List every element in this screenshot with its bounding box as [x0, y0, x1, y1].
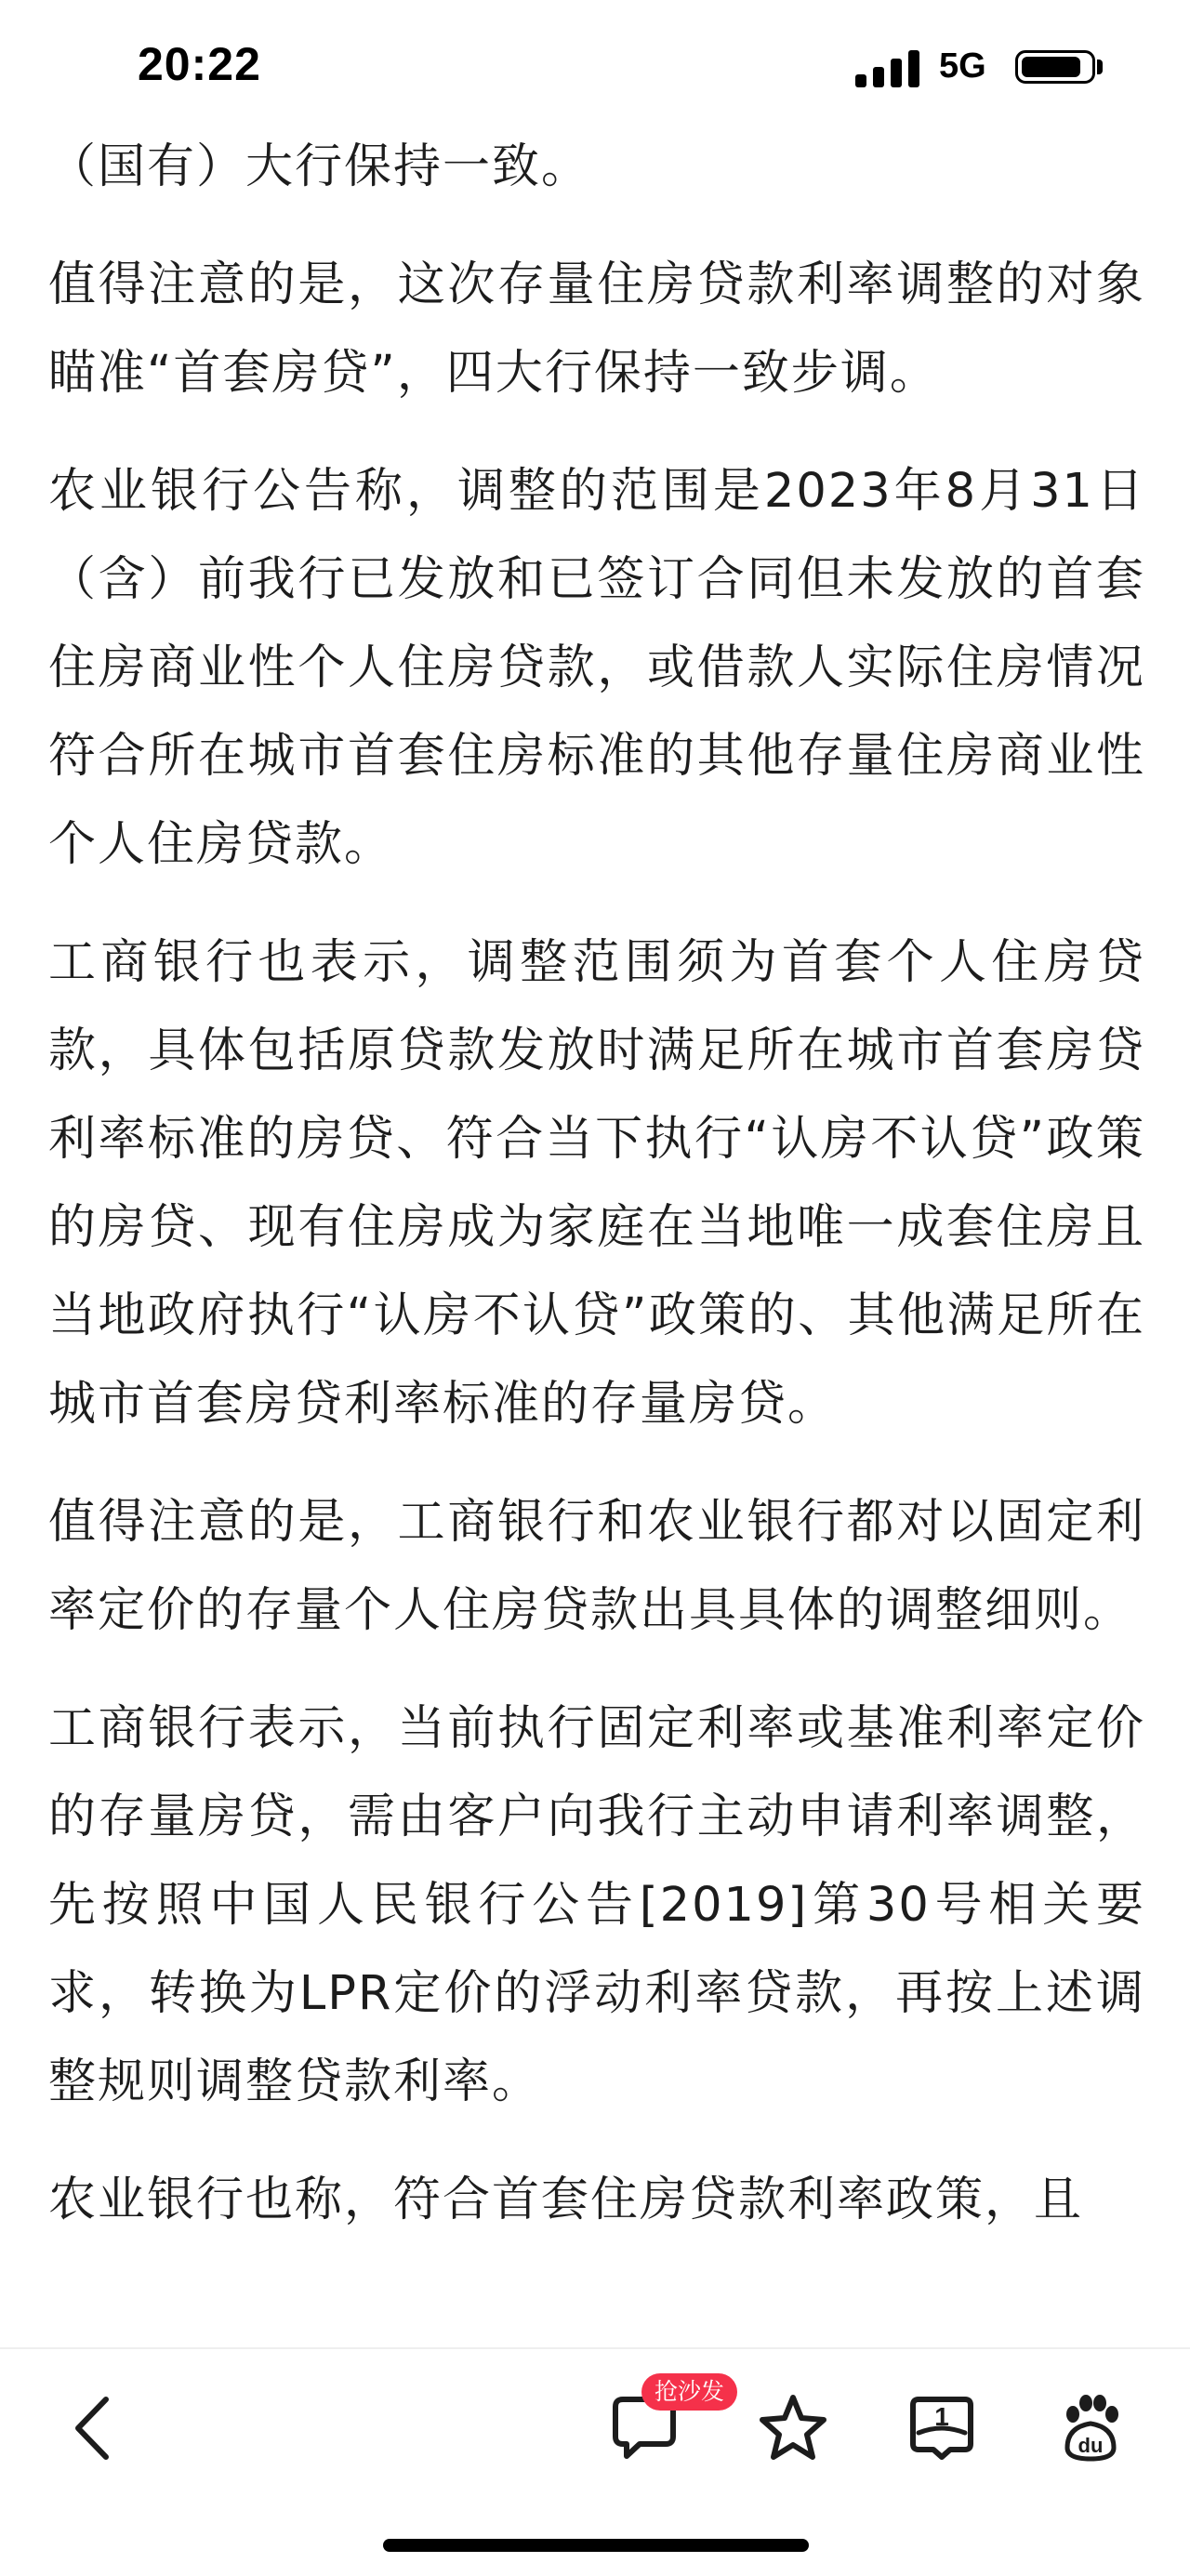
signal-icon [855, 48, 920, 87]
back-button[interactable] [54, 2386, 138, 2470]
reader-count: 1 [934, 2402, 949, 2431]
article-paragraph: 工商银行也表示，调整范围须为首套个人住房贷款，具体包括原贷款发放时满足所在城市首套房贷利率标准的房贷、符合当下执行“认房不认贷”政策的房贷、现有住房成为家庭在当地唯一成套住房且当地政府执行“认房不认贷”政策的、其他满足所在城市首套房贷利率标准的存量房贷。 [48, 935, 1145, 1432]
battery-icon [1015, 50, 1095, 84]
svg-text:du: du [1078, 2434, 1104, 2457]
article-paragraph: 农业银行公告称，调整的范围是2023年8月31日（含）前我行已发放和已签订合同但未发放的首套住房商业性个人住房贷款，或借款人实际住房情况符合所在城市首套住房标准的其他存量住房商业性个人住房贷款。 [48, 464, 1145, 872]
home-indicator[interactable] [383, 2539, 809, 2552]
article-paragraph: 工商银行表示，当前执行固定利率或基准利率定价的存量房贷，需由客户向我行主动申请利率调整，先按照中国人民银行公告[2019]第30号相关要求，转换为LPR定价的浮动利率贷款，再按上述调整规则调整贷款利率。 [48, 1701, 1145, 2109]
reader-button[interactable] [900, 2386, 984, 2470]
article-content [48, 139, 1145, 2274]
status-time: 20:22 [138, 38, 261, 90]
network-type: 5G [939, 46, 986, 86]
comment-badge[interactable]: 抢沙发 [641, 2373, 737, 2411]
baidu-button[interactable] [1049, 2386, 1132, 2470]
battery-fill [1022, 57, 1080, 77]
bottom-toolbar [0, 2347, 1190, 2576]
article-body [0, 139, 1190, 2352]
baidu-icon [1049, 2386, 1132, 2470]
article-paragraph: 农业银行也称，符合首套住房贷款利率政策，且 [48, 2173, 1084, 2227]
reader-icon [900, 2386, 984, 2470]
article-paragraph: 值得注意的是，这次存量住房贷款利率调整的对象瞄准“首套房贷”，四大行保持一致步调。 [48, 258, 1145, 401]
article-paragraph: 值得注意的是，工商银行和农业银行都对以固定利率定价的存量个人住房贷款出具具体的调整细则。 [48, 1495, 1145, 1638]
article-paragraph: （国有）大行保持一致。 [48, 139, 591, 194]
status-bar [0, 0, 1190, 139]
favorite-button[interactable] [751, 2386, 835, 2470]
battery-cap [1097, 59, 1103, 74]
back-icon [54, 2386, 138, 2470]
star-icon [751, 2386, 835, 2470]
